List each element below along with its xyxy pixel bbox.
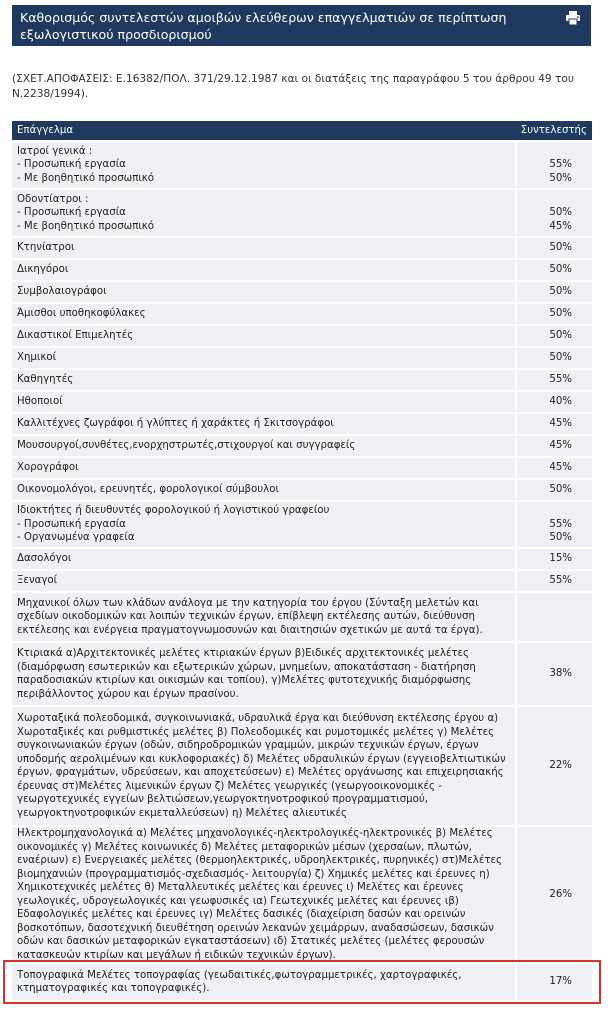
- rate-values: [517, 395, 592, 409]
- profession-cell: [12, 190, 515, 236]
- coefficients-table-wrapper: [12, 119, 592, 1002]
- rate-cell: [515, 326, 592, 346]
- profession-line: Δικαστικοί Επιμελητές: [17, 330, 134, 342]
- profession-line: Κτηνίατροι: [17, 242, 75, 254]
- profession-cell: [12, 326, 515, 346]
- rate-cell: [515, 458, 592, 478]
- rate-cell: [515, 571, 592, 591]
- rate-value: 55%: [549, 374, 572, 386]
- page-title-bar: [12, 5, 591, 46]
- rate-value: 17%: [549, 976, 572, 988]
- rate-values: [517, 439, 592, 453]
- profession-cell: [12, 458, 515, 478]
- table-row: [12, 348, 592, 368]
- rate-values: [517, 193, 592, 234]
- profession-line: - Προσωπική εργασία: [17, 159, 126, 171]
- table-row: [12, 827, 592, 962]
- rate-value: 50%: [549, 207, 572, 219]
- table-row: [12, 571, 592, 591]
- rate-cell: [515, 964, 592, 1000]
- profession-line: Δικηγόροι: [17, 264, 69, 276]
- rate-value: 50%: [549, 286, 572, 298]
- table-row: [12, 392, 592, 412]
- profession-cell: [12, 304, 515, 324]
- profession-cell: [12, 370, 515, 390]
- rate-values: [517, 504, 592, 545]
- profession-cell: [12, 549, 515, 569]
- table-row: [12, 502, 592, 547]
- profession-line: Ηθοποιοί: [17, 396, 63, 408]
- rate-values: [517, 307, 592, 321]
- profession-line: Άμισθοι υποθηκοφύλακες: [17, 308, 146, 320]
- profession-line: Ιατροί γενικά :: [17, 145, 93, 157]
- rate-value: [517, 504, 572, 518]
- profession-line: Τοπογραφικά Μελέτες τοπογραφίας (γεωδαιτικές,φωτογραμμετρικές, χαρτογραφικές, κτηματογραφικές και τοπογραφικές).: [17, 969, 462, 994]
- rate-value: [517, 193, 572, 207]
- table-row: [12, 238, 592, 258]
- profession-line: Ιδιοκτήτες ή διευθυντές φορολογικού ή λογιστικού γραφείου: [17, 505, 330, 517]
- rate-values: [517, 373, 592, 387]
- rate-cell: [515, 643, 592, 705]
- rate-value: 50%: [549, 484, 572, 496]
- profession-cell: [12, 707, 515, 825]
- table-body: [12, 142, 592, 1000]
- header-profession: Επάγγελμα: [12, 121, 515, 140]
- printer-icon[interactable]: [565, 11, 581, 25]
- rate-cell: [515, 142, 592, 188]
- rate-cell: [515, 348, 592, 368]
- page-title: Καθορισμός συντελεστών αμοιβών ελεύθερων επαγγελματιών σε περίπτωση εξωλογιστικού προσδιορισμού: [20, 10, 507, 42]
- profession-line: - Οργανωμένα γραφεία: [17, 532, 135, 544]
- rate-value: 50%: [549, 352, 572, 364]
- profession-line: - Προσωπική εργασία: [17, 518, 126, 530]
- profession-cell: [12, 480, 515, 500]
- profession-cell: [12, 282, 515, 302]
- header-rate: Συντελεστής: [515, 121, 592, 140]
- rate-cell: [515, 260, 592, 280]
- profession-line: Οικονομολόγοι, ερευνητές, φορολογικοί σύμβουλοι: [17, 484, 279, 496]
- profession-cell: [12, 502, 515, 547]
- rate-value: 50%: [549, 330, 572, 342]
- rate-cell: [515, 282, 592, 302]
- table-row: [12, 326, 592, 346]
- rate-cell: [515, 190, 592, 236]
- rate-cell: [515, 414, 592, 434]
- profession-cell: [12, 964, 515, 1000]
- rate-value: 45%: [549, 418, 572, 430]
- table-row: [12, 370, 592, 390]
- rate-cell: [515, 707, 592, 825]
- profession-line: Οδοντίατροι :: [17, 193, 89, 205]
- profession-line: - Με βοηθητικό προσωπικό: [17, 220, 155, 232]
- profession-line: Χορογράφοι: [17, 462, 79, 474]
- rate-value: 45%: [549, 462, 572, 474]
- rate-cell: [515, 593, 592, 641]
- profession-line: Μηχανικοί όλων των κλάδων ανάλογα με την κατηγορία του έργου (Σύνταξη μελετών και σχεδίων οικοδομικών και λοιπών τεχνικών έργων, επίβλεψη εκτέλεσης αυτών, διεύθυνση εκτέλεσης και ενέργεια πραγματογνωμοσυνών και διαιτησιών σχετικών με αυτά τα έργα).: [17, 597, 483, 636]
- rate-value: 55%: [549, 518, 572, 530]
- profession-line: - Προσωπική εργασία: [17, 207, 126, 219]
- profession-cell: [12, 392, 515, 412]
- profession-line: Καθηγητές: [17, 374, 74, 386]
- rate-value: 15%: [549, 553, 572, 565]
- table-row: [12, 707, 592, 825]
- profession-line: - Με βοηθητικό προσωπικό: [17, 172, 155, 184]
- table-row: [12, 480, 592, 500]
- table-row: [12, 414, 592, 434]
- table-row: [12, 190, 592, 236]
- rate-value: 50%: [549, 532, 572, 544]
- rate-cell: [515, 549, 592, 569]
- rate-values: [517, 759, 592, 773]
- profession-cell: [12, 260, 515, 280]
- profession-cell: [12, 827, 515, 962]
- table-row: [12, 549, 592, 569]
- rate-values: [517, 461, 592, 475]
- rate-value: 45%: [549, 220, 572, 232]
- rate-cell: [515, 502, 592, 547]
- rate-cell: [515, 392, 592, 412]
- table-row: [12, 142, 592, 188]
- table-row: [12, 593, 592, 641]
- rate-value: 55%: [549, 575, 572, 587]
- coefficients-table: [12, 119, 592, 1002]
- rate-values: [517, 417, 592, 431]
- rate-value: 50%: [549, 308, 572, 320]
- rate-cell: [515, 370, 592, 390]
- rate-cell: [515, 238, 592, 258]
- rate-values: [517, 351, 592, 365]
- rate-value: 45%: [549, 440, 572, 452]
- profession-line: Δασολόγοι: [17, 553, 72, 565]
- rate-values: [517, 975, 592, 989]
- profession-cell: [12, 414, 515, 434]
- profession-cell: [12, 571, 515, 591]
- profession-cell: [12, 238, 515, 258]
- profession-line: Χωροταξικά πολεοδομικά, συγκοινωνιακά, υδραυλικά έργα και διεύθυνση εκτέλεσης έργου α) Χωροταξικές και ρυθμιστικές μελέτες β) Πολεοδομικές και ρυμοτομικές μελέτες γ) Μελέτες συγκοινωνιακών έργων (οδών, σιδηροδρομικών γραμμών, μικρών τεχνικών έργων, έργων υποδομής αερολιμένων και κυκλοφοριακές) δ) Μελέτες υδραυλικών έργων (εγγειοβελτιωτικών έργων, φραγμάτων, υδρεύσεων, και αποχετεύσεων) ε) Μελέτες οργάνωσης και επιχειρησιακής έρευνας στ)Μελέτες λιμενικών έργων ζ) Μελέτες γεωργικές (γεωργοοικονομικές - γεωργοτεχνικές εγγείων βελτιώσεων,γεωργοκτηνοτροφικού προγραμματισμού, γεωργοκτηνοτροφικών εκμεταλλεύσεων) η) Μελέτες αλιευτικές: [17, 713, 506, 819]
- rate-values: [517, 145, 592, 186]
- rate-value: 26%: [549, 888, 572, 900]
- profession-line: Ξεναγοί: [17, 575, 58, 587]
- table-row: [12, 282, 592, 302]
- rate-value: 22%: [549, 760, 572, 772]
- rate-cell: [515, 480, 592, 500]
- rate-cell: [515, 304, 592, 324]
- profession-cell: [12, 142, 515, 188]
- table-row: [12, 964, 592, 1000]
- profession-line: Συμβολαιογράφοι: [17, 286, 107, 298]
- rate-values: [517, 329, 592, 343]
- profession-cell: [12, 436, 515, 456]
- rate-value: 38%: [549, 668, 572, 680]
- profession-line: Μουσουργοί,συνθέτες,ενορχηστρωτές,στιχουργοί και συγγραφείς: [17, 440, 356, 452]
- rate-value: 55%: [549, 159, 572, 171]
- table-row: [12, 436, 592, 456]
- table-row: [12, 260, 592, 280]
- rate-values: [517, 483, 592, 497]
- rate-value: 50%: [549, 242, 572, 254]
- rate-values: [517, 552, 592, 566]
- rate-value: [517, 610, 572, 624]
- rate-value: 50%: [549, 172, 572, 184]
- profession-cell: [12, 348, 515, 368]
- profession-cell: [12, 643, 515, 705]
- rate-values: [517, 667, 592, 681]
- rate-value: [517, 145, 572, 159]
- rate-values: [517, 285, 592, 299]
- rate-values: [517, 263, 592, 277]
- profession-line: Κτιριακά α)Αρχιτεκτονικές μελέτες κτιριακών έργων β)Ειδικές αρχιτεκτονικές μελέτες (διαμόρφωση εσωτερικών και εξωτερικών χώρων, μνημείων, αποκατάσταση - διατήρηση παραδοσιακών κτιρίων και οικισμών και τοπίου). γ)Μελέτες φυτοτεχνικής διαμόρφωσης περιβάλλοντος χώρου και έργων πρασίνου.: [17, 648, 476, 700]
- table-row: [12, 458, 592, 478]
- rate-cell: [515, 436, 592, 456]
- rate-cell: [515, 827, 592, 962]
- profession-cell: [12, 593, 515, 641]
- table-header-row: [12, 121, 592, 140]
- rate-values: [517, 574, 592, 588]
- table-row: [12, 304, 592, 324]
- rate-value: 40%: [549, 396, 572, 408]
- profession-line: Χημικοί: [17, 352, 57, 364]
- rate-values: [517, 241, 592, 255]
- profession-line: Ηλεκτρομηχανολογικά α) Μελέτες μηχανολογικές-ηλεκτρολογικές-ηλεκτρονικές β) Μελέτες οικονομικές γ) Μελέτες κοινωνικές δ) Μελέτες μεταφορικών μέσων (χερσαίων, πλωτών, εναέριων) ε) Ενεργειακές μελέτες (θερμοηλεκτρικές, υδροηλεκτρικές, πυρηνικές) στ)Μελέτες βιομηχανιών (προγραμματισμός-σχεδιασμός- λειτουργία) ζ) Χημικές μελέτες και έρευνες η) Χημικοτεχνικές μελέτες θ) Μεταλλευτικές μελέτες και έρευνες ι) Μελέτες και έρευνες γεωλογικές, υδρογεωλογικές και γεωφυσικές ια) Γεωτεχνικές μελέτες και έρευνες ιβ) Εδαφολογικές μελέτες και έρευνες ιγ) Μελέτες δασικές (διαχείριση δασών και ορεινών βοσκοτόπων, δασοτεχνική διευθέτηση ορεινών λεκανών χειμάρρων, αναδασώσεων, δασικών οδών και δασικών μεταφορικών εγκαταστάσεων) ιδ) Στατικές μελέτες (μελέτες φερουσών κατασκευών κτιρίων και μεγάλων ή ειδικών τεχνικών έργων).: [17, 828, 502, 961]
- decision-reference: (ΣΧΕΤ.ΑΠΟΦΑΣΕΙΣ: Ε.16382/ΠΟΛ. 371/29.12.1987 και οι διατάξεις της παραγράφου 5 του άρθρου 49 του Ν.2238/1994).: [12, 73, 575, 100]
- rate-values: [517, 888, 592, 902]
- table-row: [12, 643, 592, 705]
- rate-values: [517, 610, 592, 624]
- rate-value: 50%: [549, 264, 572, 276]
- profession-line: Καλλιτέχνες ζωγράφοι ή γλύπτες ή χαράκτες ή Σκιτσογράφοι: [17, 418, 334, 430]
